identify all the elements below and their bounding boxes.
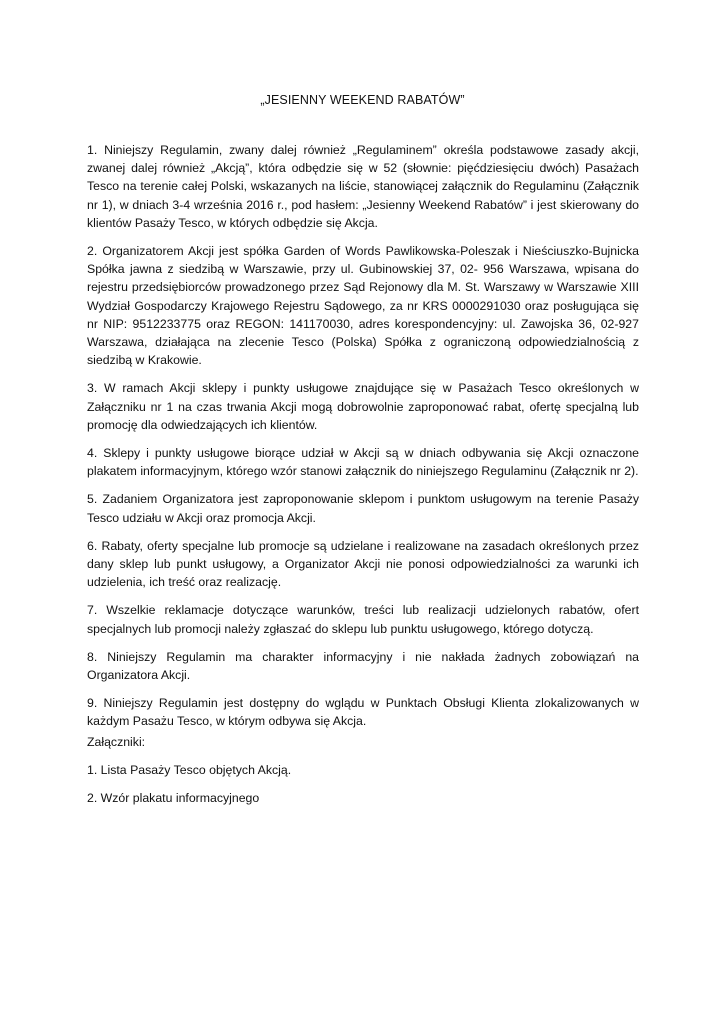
attachment-item-2: 2. Wzór plakatu informacyjnego — [87, 791, 260, 806]
paragraph-4: 4. Sklepy i punkty usługowe biorące udział w Akcji są w dniach odbywania się Akcji oznaczone plakatem informacyjnym, którego wzór stanowi załącznik do niniejszego Regulaminu (Załącznik nr 2). — [87, 446, 639, 479]
attachment-item-1: 1. Lista Pasaży Tesco objętych Akcją. — [87, 763, 292, 778]
paragraph-8: 8. Niniejszy Regulamin ma charakter informacyjny i nie nakłada żadnych zobowiązań na Organizatora Akcji. — [87, 649, 639, 683]
attachments-heading: Załączniki: — [87, 735, 146, 749]
paragraph-7: 7. Wszelkie reklamacje dotyczące warunków, treści lub realizacji udzielonych rabatów, ofert specjalnych lub promocji należy zgłaszać do sklepu lub punktu usługowego, którego dotyczą. — [87, 603, 639, 636]
document-title: „JESIENNY WEEKEND RABATÓW” — [260, 93, 465, 107]
paragraph-3: 3. W ramach Akcji sklepy i punkty usługowe znajdujące się w Pasażach Tesco określonych w Załączniku nr 1 na czas trwania Akcji mogą dobrowolnie zaproponować rabat, ofertę specjalną lub promocję dla odwiedzających ich klientów. — [87, 381, 639, 432]
paragraph-2: 2. Organizatorem Akcji jest spółka Garden of Words Pawlikowska-Poleszak i Nieściuszko-Bujnicka Spółka jawna z siedzibą w Warszawie, przy ul. Gubinowskiej 37, 02- 956 Warszawa, wpisana do rejestru przedsiębiorców prowadzonego przez Sąd Rejonowy dla M. St. Warszawy w Warszawie XIII Wydział Gospodarczy Krajowego Rejestru Sądowego, za nr KRS 0000291030 oraz posługująca się nr NIP: 9512233775 oraz REGON: 141170030, adres korespondencyjny: ul. Zawojska 36, 02-927 Warszawa, działająca na zlecenie Tesco (Polska) Spółka z ograniczoną odpowiedzialnością z siedzibą w Krakowie. — [87, 244, 639, 368]
attachments-section — [87, 733, 639, 818]
paragraph-1: 1. Niniejszy Regulamin, zwany dalej również „Regulaminem” określa podstawowe zasady akcji, zwanej dalej również „Akcją”, która odbędzie się w 52 (słownie: pięćdziesięciu dwóch) Pasażach Tesco na terenie całej Polski, wskazanych na liście, stanowiącej załącznik do Regulaminu (Załącznik nr 1), w dniach 3-4 września 2016 r., pod hasłem: „Jesienny Weekend Rabatów” i jest skierowany do klientów Pasaży Tesco, w których odbędzie się Akcja. — [87, 143, 639, 230]
paragraph-5: 5. Zadaniem Organizatora jest zaproponowanie sklepom i punktom usługowym na terenie Pasaży Tesco udziału w Akcji oraz promocja Akcji. — [87, 492, 639, 525]
paragraph-9: 9. Niniejszy Regulamin jest dostępny do wglądu w Punktach Obsługi Klienta zlokalizowanych w każdym Pasażu Tesco, w którym odbywa się Akcja. — [87, 696, 639, 729]
paragraph-6: 6. Rabaty, oferty specjalne lub promocje są udzielane i realizowane na zasadach określonych przez dany sklep lub punkt usługowy, a Organizator Akcji nie ponosi odpowiedzialności za warunki ich udzielenia, ich treść oraz realizację. — [87, 538, 639, 590]
regulation-body — [87, 141, 639, 731]
